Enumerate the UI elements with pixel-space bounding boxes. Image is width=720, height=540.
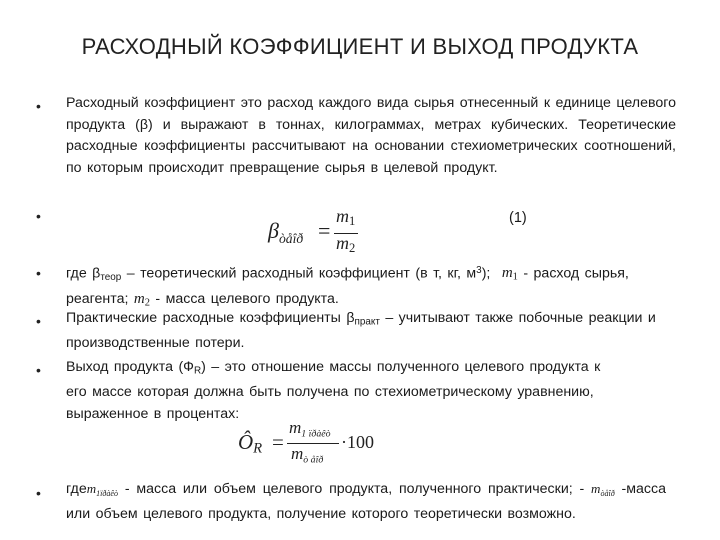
m1-practical-symbol: m xyxy=(86,481,97,496)
formula-number: (1) xyxy=(509,210,527,226)
bullet-2: • xyxy=(36,208,41,224)
paragraph-beta-explanation xyxy=(66,260,676,314)
beta-practical-text: – учитывают также побочные реакции и производственные потери. xyxy=(66,310,656,352)
formula-beta-symbol: β xyxy=(268,218,279,243)
m1-practical-text: - масса или объем целевого продукта, полученного практически; xyxy=(118,481,573,497)
formula-beta-denominator: m xyxy=(336,233,349,253)
formula-yield-subscript: R xyxy=(253,440,263,457)
bullet-5: • xyxy=(36,362,41,378)
formula-yield-multiplier: ·100 xyxy=(341,432,374,452)
where-label: где xyxy=(66,481,87,497)
beta-practical-sub: практ xyxy=(354,316,380,328)
m2-sub: 2 xyxy=(144,297,150,309)
dash-label: - xyxy=(579,481,592,497)
yield-label: Выход продукта (Ф xyxy=(66,359,194,375)
formula-beta-numerator-sub: 1 xyxy=(349,214,356,229)
formula-beta-equals: = xyxy=(318,218,331,243)
formula-yield-numerator-sub: 1 ïðàêò xyxy=(301,428,331,440)
beta-theory-sub: теор xyxy=(100,271,122,283)
formula-beta-numerator: m xyxy=(336,206,349,226)
bullet-1: • xyxy=(36,98,41,114)
m2-symbol: m xyxy=(133,290,145,307)
m1-symbol: m xyxy=(501,265,513,282)
m2-text: - масса целевого продукта. xyxy=(149,290,339,307)
paragraph-definition: Расходный коэффициент это расход каждого вида сырья отнесенный к единице целевого продукта (β) и выражают в тоннах, килограммах, метрах кубических. Теоретические расходные коэффициенты рассчитывают на основании стехиометрических соотношений, по которым происходит превращение сырья в целевой продукт. xyxy=(66,95,676,176)
page-title: РАСХОДНЫЙ КОЭФФИЦИЕНТ И ВЫХОД ПРОДУКТА xyxy=(81,34,639,59)
beta-theory-label: где β xyxy=(66,265,101,282)
formula-yield-symbol: Ô xyxy=(238,430,254,454)
paragraph-yield-explanation xyxy=(66,478,666,526)
yield-sub: R xyxy=(193,365,202,377)
formula-beta-denominator-sub: 2 xyxy=(349,241,356,256)
cubic-sup: 3 xyxy=(476,265,482,276)
m1-practical-sub: 1ïðàêò xyxy=(96,488,119,498)
m1-sub: 1 xyxy=(512,272,518,284)
m-theory-text: -масса или объем целевого продукта, получение которого теоретически возможно. xyxy=(66,481,667,523)
m-theory-sub: òåîð xyxy=(600,488,615,498)
beta-practical-label: Практические расходные коэффициенты β xyxy=(66,310,355,326)
formula-yield-equals: = xyxy=(272,430,284,454)
paragraph-product-yield xyxy=(66,357,626,425)
formula-yield-denominator: m xyxy=(291,444,304,463)
beta-theory-text: – теоретический расходный коэффициент (в т, кг, м xyxy=(121,265,477,282)
bullet-3: • xyxy=(36,265,41,281)
bullet-4: • xyxy=(36,313,41,329)
beta-theory-close: ); xyxy=(481,265,491,282)
formula-yield-numerator: m xyxy=(289,418,302,437)
paragraph-practical-coefficients xyxy=(66,308,676,355)
bullet-6: • xyxy=(36,485,41,501)
yield-text: ) – это отношение массы полученного целевого продукта к его массе которая должна быть получена по стехиометрическому уравнению, выраженное в процентах: xyxy=(66,359,601,422)
m1-text: - расход сырья, реагента; xyxy=(66,265,629,307)
formula-yield-denominator-sub: ò åîð xyxy=(303,454,324,466)
formula-beta-subscript: òåîð xyxy=(278,230,304,246)
m-theory-symbol: m xyxy=(591,481,601,496)
